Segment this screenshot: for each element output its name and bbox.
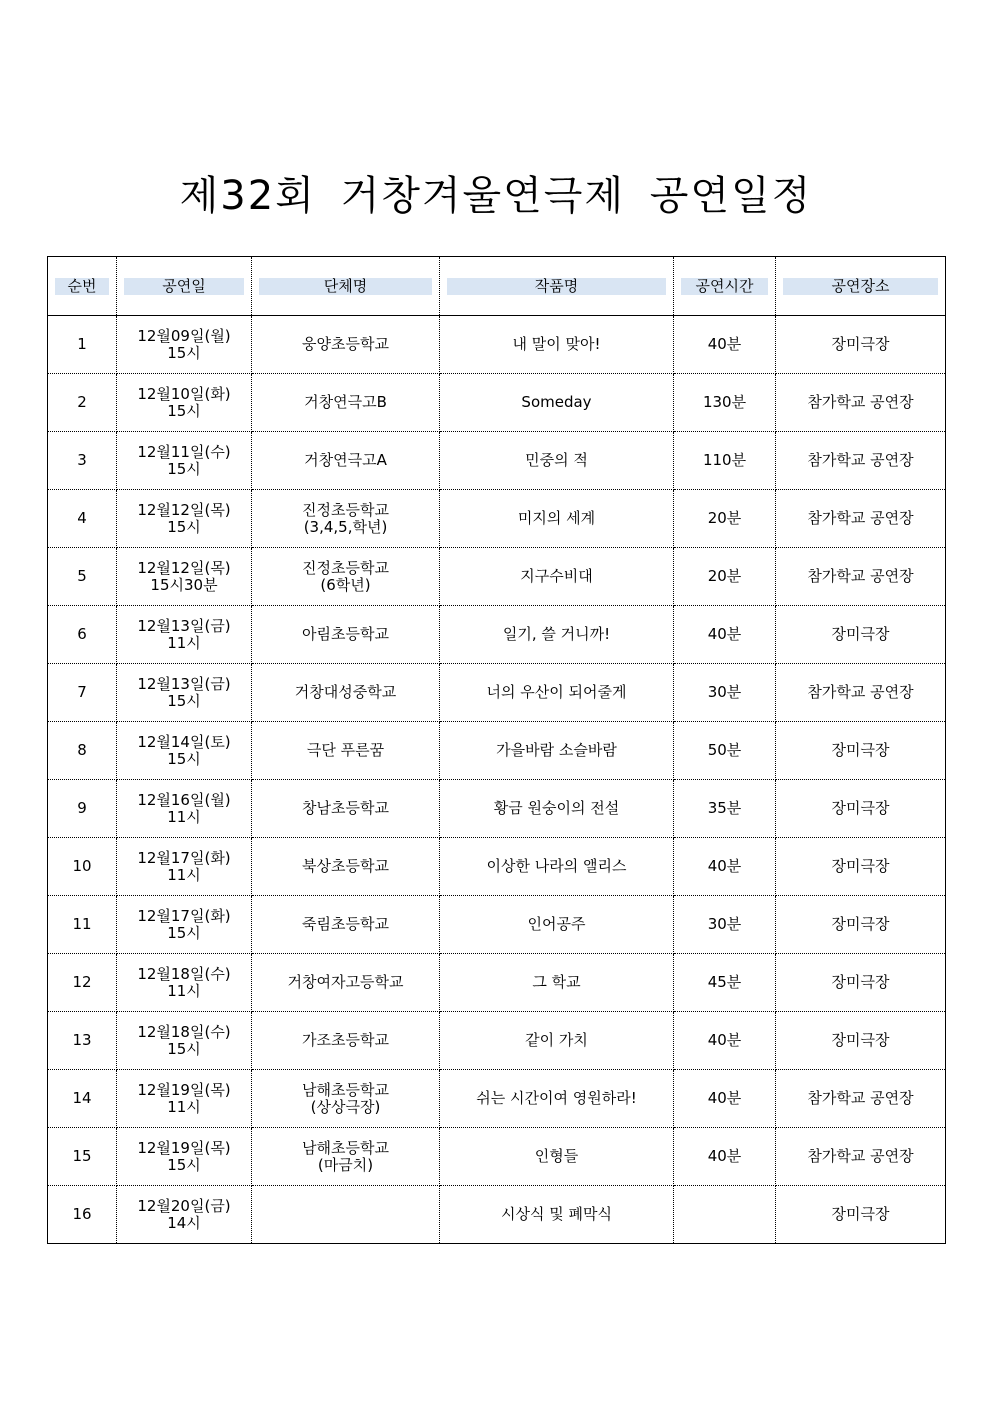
performance-venue: 참가학교 공연장 (776, 1070, 946, 1128)
table-row (48, 548, 946, 606)
group-name-cell (252, 722, 440, 780)
work-title: 인어공주 (440, 896, 674, 954)
performance-date: 12월11일(수) (137, 442, 231, 461)
header-label: 단체명 (259, 278, 432, 295)
work-title: 황금 원숭이의 전설 (440, 780, 674, 838)
performance-date: 12월18일(수) (137, 964, 231, 983)
table-row (48, 490, 946, 548)
performance-date: 12월09일(월) (137, 326, 231, 345)
group-name-cell (252, 490, 440, 548)
work-title: 가을바람 소슬바람 (440, 722, 674, 780)
performance-time: 15시 (167, 691, 201, 710)
performance-venue: 참가학교 공연장 (776, 548, 946, 606)
performance-duration: 20분 (674, 490, 776, 548)
group-name: 남해초등학교 (302, 1138, 389, 1157)
performance-duration: 110분 (674, 432, 776, 490)
performance-date: 12월17일(화) (137, 848, 231, 867)
group-name-cell (252, 316, 440, 374)
group-name: 가조초등학교 (302, 1031, 389, 1049)
performance-date-cell (117, 722, 252, 780)
page-title: 제32회 거창겨울연극제 공연일정 (179, 173, 813, 219)
performance-duration: 30분 (674, 664, 776, 722)
group-name-cell (252, 664, 440, 722)
performance-venue: 참가학교 공연장 (776, 432, 946, 490)
performance-date: 12월17일(화) (137, 906, 231, 925)
performance-date: 12월12일(목) (137, 500, 231, 519)
performance-duration: 20분 (674, 548, 776, 606)
performance-venue: 참가학교 공연장 (776, 374, 946, 432)
performance-venue: 장미극장 (776, 722, 946, 780)
performance-duration: 40분 (674, 1070, 776, 1128)
performance-date-cell (117, 664, 252, 722)
performance-date-cell (117, 316, 252, 374)
performance-time: 11시 (167, 633, 201, 652)
performance-venue: 장미극장 (776, 896, 946, 954)
group-name: 거창대성중학교 (294, 683, 397, 701)
group-name-cell (252, 1012, 440, 1070)
row-number: 12 (48, 954, 117, 1012)
row-number: 9 (48, 780, 117, 838)
group-name-cell (252, 432, 440, 490)
performance-date-cell (117, 780, 252, 838)
work-title: Someday (440, 374, 674, 432)
group-name-cell (252, 1186, 440, 1244)
table-header-row (48, 257, 946, 316)
performance-time: 15시 (167, 517, 201, 536)
table-row (48, 316, 946, 374)
group-name-cell (252, 1070, 440, 1128)
table-row (48, 1186, 946, 1244)
group-name-cell (252, 374, 440, 432)
table-row (48, 374, 946, 432)
group-name-cell (252, 896, 440, 954)
performance-venue: 장미극장 (776, 316, 946, 374)
group-name: 아림초등학교 (302, 625, 389, 643)
header-label: 작품명 (447, 278, 666, 295)
work-title: 인형들 (440, 1128, 674, 1186)
table-row (48, 896, 946, 954)
header-label: 순번 (55, 278, 109, 295)
performance-venue: 참가학교 공연장 (776, 490, 946, 548)
group-name-cell (252, 548, 440, 606)
row-number: 4 (48, 490, 117, 548)
performance-date: 12월19일(목) (137, 1080, 231, 1099)
row-number: 8 (48, 722, 117, 780)
group-name-cell (252, 1128, 440, 1186)
table-row (48, 432, 946, 490)
performance-time: 11시 (167, 1097, 201, 1116)
row-number: 14 (48, 1070, 117, 1128)
performance-date: 12월18일(수) (137, 1022, 231, 1041)
performance-date: 12월14일(토) (137, 732, 231, 751)
performance-duration: 40분 (674, 1128, 776, 1186)
work-title: 같이 가치 (440, 1012, 674, 1070)
performance-duration: 50분 (674, 722, 776, 780)
performance-venue: 장미극장 (776, 606, 946, 664)
performance-duration: 45분 (674, 954, 776, 1012)
performance-date: 12월20일(금) (137, 1196, 231, 1215)
performance-date-cell (117, 838, 252, 896)
work-title: 이상한 나라의 앨리스 (440, 838, 674, 896)
group-name: 웅양초등학교 (302, 335, 389, 353)
group-name-cell (252, 838, 440, 896)
row-number: 13 (48, 1012, 117, 1070)
row-number: 3 (48, 432, 117, 490)
group-name-detail: (3,4,5,학년) (303, 517, 388, 536)
performance-date: 12월13일(금) (137, 616, 231, 635)
header-cell-date (117, 257, 252, 316)
group-name: 진정초등학교 (302, 558, 389, 577)
header-label: 공연시간 (681, 278, 768, 295)
performance-time: 15시 (167, 923, 201, 942)
group-name: 죽림초등학교 (302, 915, 389, 933)
row-number: 11 (48, 896, 117, 954)
performance-time: 11시 (167, 865, 201, 884)
work-title: 너의 우산이 되어줄게 (440, 664, 674, 722)
table-row (48, 838, 946, 896)
performance-duration (674, 1186, 776, 1244)
group-name-cell (252, 606, 440, 664)
table-row (48, 664, 946, 722)
row-number: 5 (48, 548, 117, 606)
performance-time: 11시 (167, 981, 201, 1000)
performance-date-cell (117, 432, 252, 490)
performance-venue: 장미극장 (776, 780, 946, 838)
work-title: 쉬는 시간이여 영원하라! (440, 1070, 674, 1128)
performance-date-cell (117, 1070, 252, 1128)
schedule-table (47, 256, 946, 1244)
table-row (48, 606, 946, 664)
table-row (48, 780, 946, 838)
header-cell-no (48, 257, 117, 316)
work-title: 시상식 및 폐막식 (440, 1186, 674, 1244)
table-row (48, 722, 946, 780)
group-name: 남해초등학교 (302, 1080, 389, 1099)
performance-time: 15시 (167, 459, 201, 478)
table-row (48, 954, 946, 1012)
group-name: 거창연극고B (304, 393, 387, 411)
performance-time: 14시 (167, 1213, 201, 1232)
header-cell-venue (776, 257, 946, 316)
work-title: 내 말이 맞아! (440, 316, 674, 374)
performance-venue: 장미극장 (776, 954, 946, 1012)
performance-venue: 장미극장 (776, 1186, 946, 1244)
row-number: 6 (48, 606, 117, 664)
performance-time: 15시 (167, 749, 201, 768)
performance-duration: 40분 (674, 838, 776, 896)
performance-time: 15시 (167, 343, 201, 362)
group-name-cell (252, 780, 440, 838)
performance-date: 12월13일(금) (137, 674, 231, 693)
performance-time: 15시30분 (150, 575, 218, 594)
table-row (48, 1012, 946, 1070)
performance-date-cell (117, 374, 252, 432)
work-title: 일기, 쓸 거니까! (440, 606, 674, 664)
group-name: 거창연극고A (304, 451, 387, 469)
table-row (48, 1128, 946, 1186)
performance-time: 11시 (167, 807, 201, 826)
header-cell-duration (674, 257, 776, 316)
row-number: 10 (48, 838, 117, 896)
performance-date: 12월19일(목) (137, 1138, 231, 1157)
work-title: 민중의 적 (440, 432, 674, 490)
performance-duration: 40분 (674, 316, 776, 374)
group-name: 극단 푸른꿈 (306, 741, 385, 759)
work-title: 그 학교 (440, 954, 674, 1012)
group-name: 거창여자고등학교 (287, 973, 404, 991)
performance-date-cell (117, 896, 252, 954)
work-title: 미지의 세계 (440, 490, 674, 548)
performance-date-cell (117, 954, 252, 1012)
performance-date-cell (117, 1186, 252, 1244)
row-number: 7 (48, 664, 117, 722)
row-number: 2 (48, 374, 117, 432)
row-number: 15 (48, 1128, 117, 1186)
performance-duration: 30분 (674, 896, 776, 954)
performance-date: 12월12일(목) (137, 558, 231, 577)
performance-time: 15시 (167, 401, 201, 420)
performance-time: 15시 (167, 1039, 201, 1058)
work-title: 지구수비대 (440, 548, 674, 606)
header-label: 공연일 (124, 278, 244, 295)
performance-duration: 130분 (674, 374, 776, 432)
row-number: 1 (48, 316, 117, 374)
performance-date-cell (117, 606, 252, 664)
group-name: 창남초등학교 (302, 799, 389, 817)
table-row (48, 1070, 946, 1128)
group-name: 진정초등학교 (302, 500, 389, 519)
performance-date: 12월10일(화) (137, 384, 231, 403)
header-label: 공연장소 (783, 278, 938, 295)
performance-date: 12월16일(월) (137, 790, 231, 809)
table-body (48, 316, 946, 1244)
performance-date-cell (117, 490, 252, 548)
performance-venue: 참가학교 공연장 (776, 1128, 946, 1186)
performance-date-cell (117, 1128, 252, 1186)
performance-venue: 장미극장 (776, 1012, 946, 1070)
performance-time: 15시 (167, 1155, 201, 1174)
performance-venue: 참가학교 공연장 (776, 664, 946, 722)
group-name: 북상초등학교 (302, 857, 389, 875)
performance-venue: 장미극장 (776, 838, 946, 896)
performance-date-cell (117, 548, 252, 606)
group-name-detail: (6학년) (320, 575, 371, 594)
group-name-cell (252, 954, 440, 1012)
header-cell-group (252, 257, 440, 316)
group-name-detail: (마금치) (317, 1155, 374, 1174)
row-number: 16 (48, 1186, 117, 1244)
performance-duration: 40분 (674, 1012, 776, 1070)
header-cell-title (440, 257, 674, 316)
group-name-detail: (상상극장) (310, 1097, 381, 1116)
performance-date-cell (117, 1012, 252, 1070)
performance-duration: 35분 (674, 780, 776, 838)
performance-duration: 40분 (674, 606, 776, 664)
